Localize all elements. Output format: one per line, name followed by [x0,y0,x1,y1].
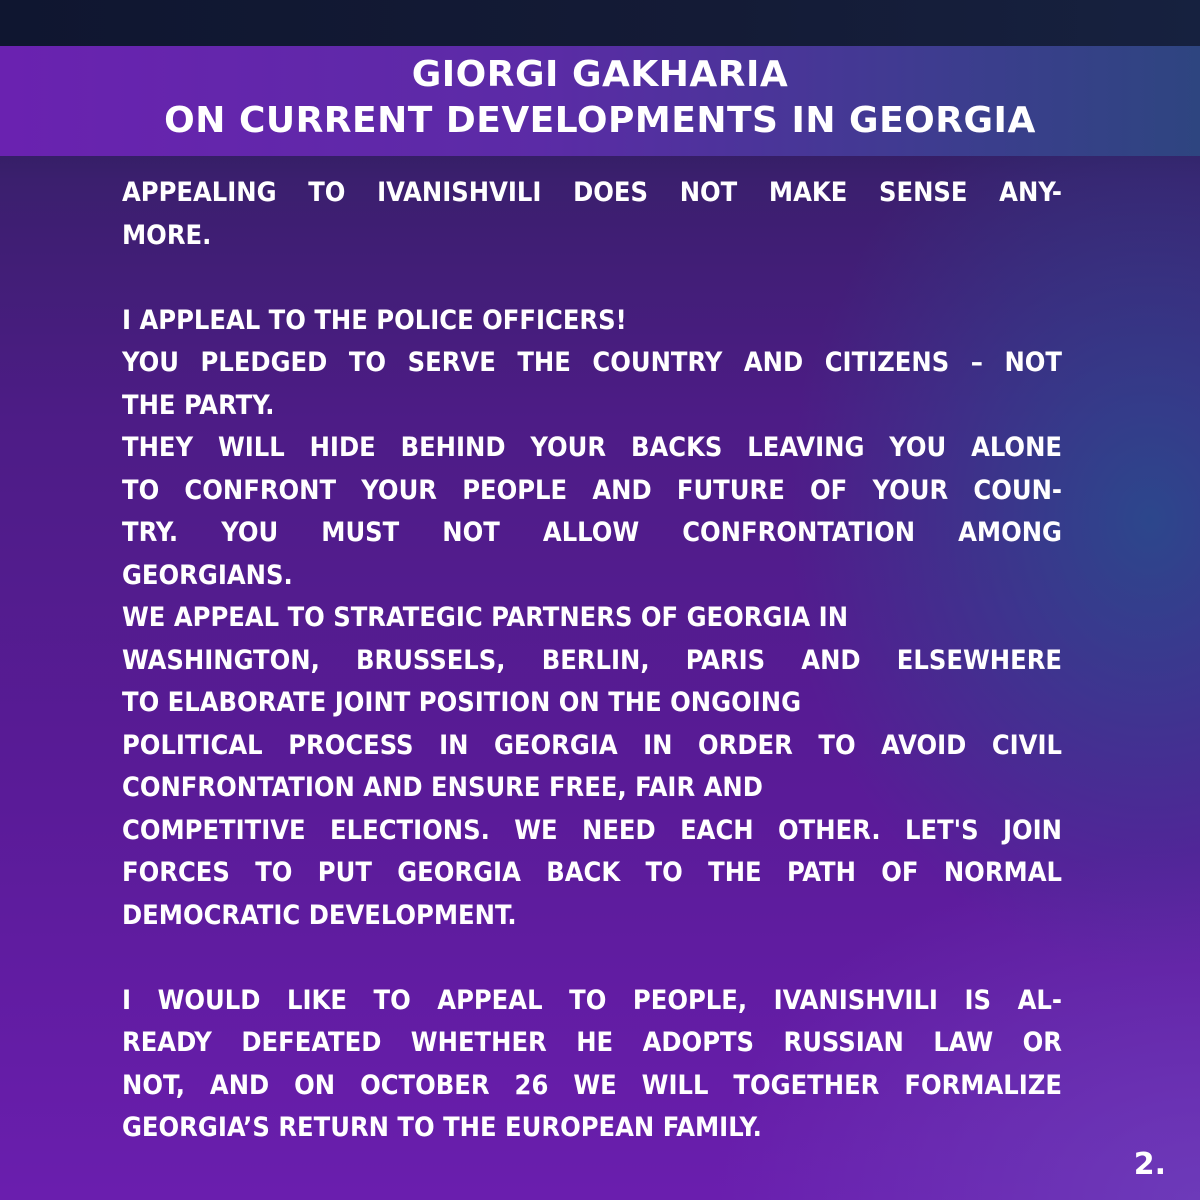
text-line: MORE. [122,219,212,251]
text-line: APPEALING TO IVANISHVILI DOES NOT MAKE SENSE ANY- [122,177,1062,208]
page-number: 2. [1133,1147,1166,1182]
slide-title [0,52,1200,144]
paragraph-gap [122,257,1062,300]
paragraph-2 [122,300,1062,938]
text-line: THE PARTY. [122,389,275,421]
statement-body [122,172,1062,1150]
text-line: TRY. YOU MUST NOT ALLOW CONFRONTATION AMONG [122,517,1062,548]
text-line: COMPETITIVE ELECTIONS. WE NEED EACH OTHER. LET'S JOIN [122,814,1062,846]
text-line: TO CONFRONT YOUR PEOPLE AND FUTURE OF YOUR COUN- [122,474,1062,506]
title-line-1: GIORGI GAKHARIA [411,54,789,95]
text-line: POLITICAL PROCESS IN GEORGIA IN ORDER TO AVOID CIVIL [122,729,1062,761]
text-line: TO ELABORATE JOINT POSITION ON THE ONGOING [122,687,802,718]
text-line: FORCES TO PUT GEORGIA BACK TO THE PATH OF NORMAL [122,857,1062,888]
paragraph-1 [122,172,1062,257]
text-line: GEORGIA’S RETURN TO THE EUROPEAN FAMILY. [122,1112,762,1143]
text-line: YOU PLEDGED TO SERVE THE COUNTRY AND CITIZENS – NOT [122,347,1062,378]
text-line: CONFRONTATION AND ENSURE FREE, FAIR AND [122,772,763,803]
text-line: DEMOCRATIC DEVELOPMENT. [122,899,517,931]
top-strip [0,0,1200,46]
text-line: I WOULD LIKE TO APPEAL TO PEOPLE, IVANISHVILI IS AL- [122,984,1062,1016]
text-line: WASHINGTON, BRUSSELS, BERLIN, PARIS AND ELSEWHERE [122,644,1062,676]
paragraph-gap [122,937,1062,980]
text-line: GEORGIANS. [122,559,293,591]
text-line: I APPLEAL TO THE POLICE OFFICERS! [122,304,627,336]
text-line: WE APPEAL TO STRATEGIC PARTNERS OF GEORGIA IN [122,602,849,633]
title-line-2: ON CURRENT DEVELOPMENTS IN GEORGIA [164,100,1036,141]
text-line: NOT, AND ON OCTOBER 26 WE WILL TOGETHER FORMALIZE [122,1069,1062,1101]
text-line: THEY WILL HIDE BEHIND YOUR BACKS LEAVING YOU ALONE [122,432,1062,463]
text-line: READY DEFEATED WHETHER HE ADOPTS RUSSIAN LAW OR [122,1027,1062,1058]
paragraph-3 [122,980,1062,1150]
